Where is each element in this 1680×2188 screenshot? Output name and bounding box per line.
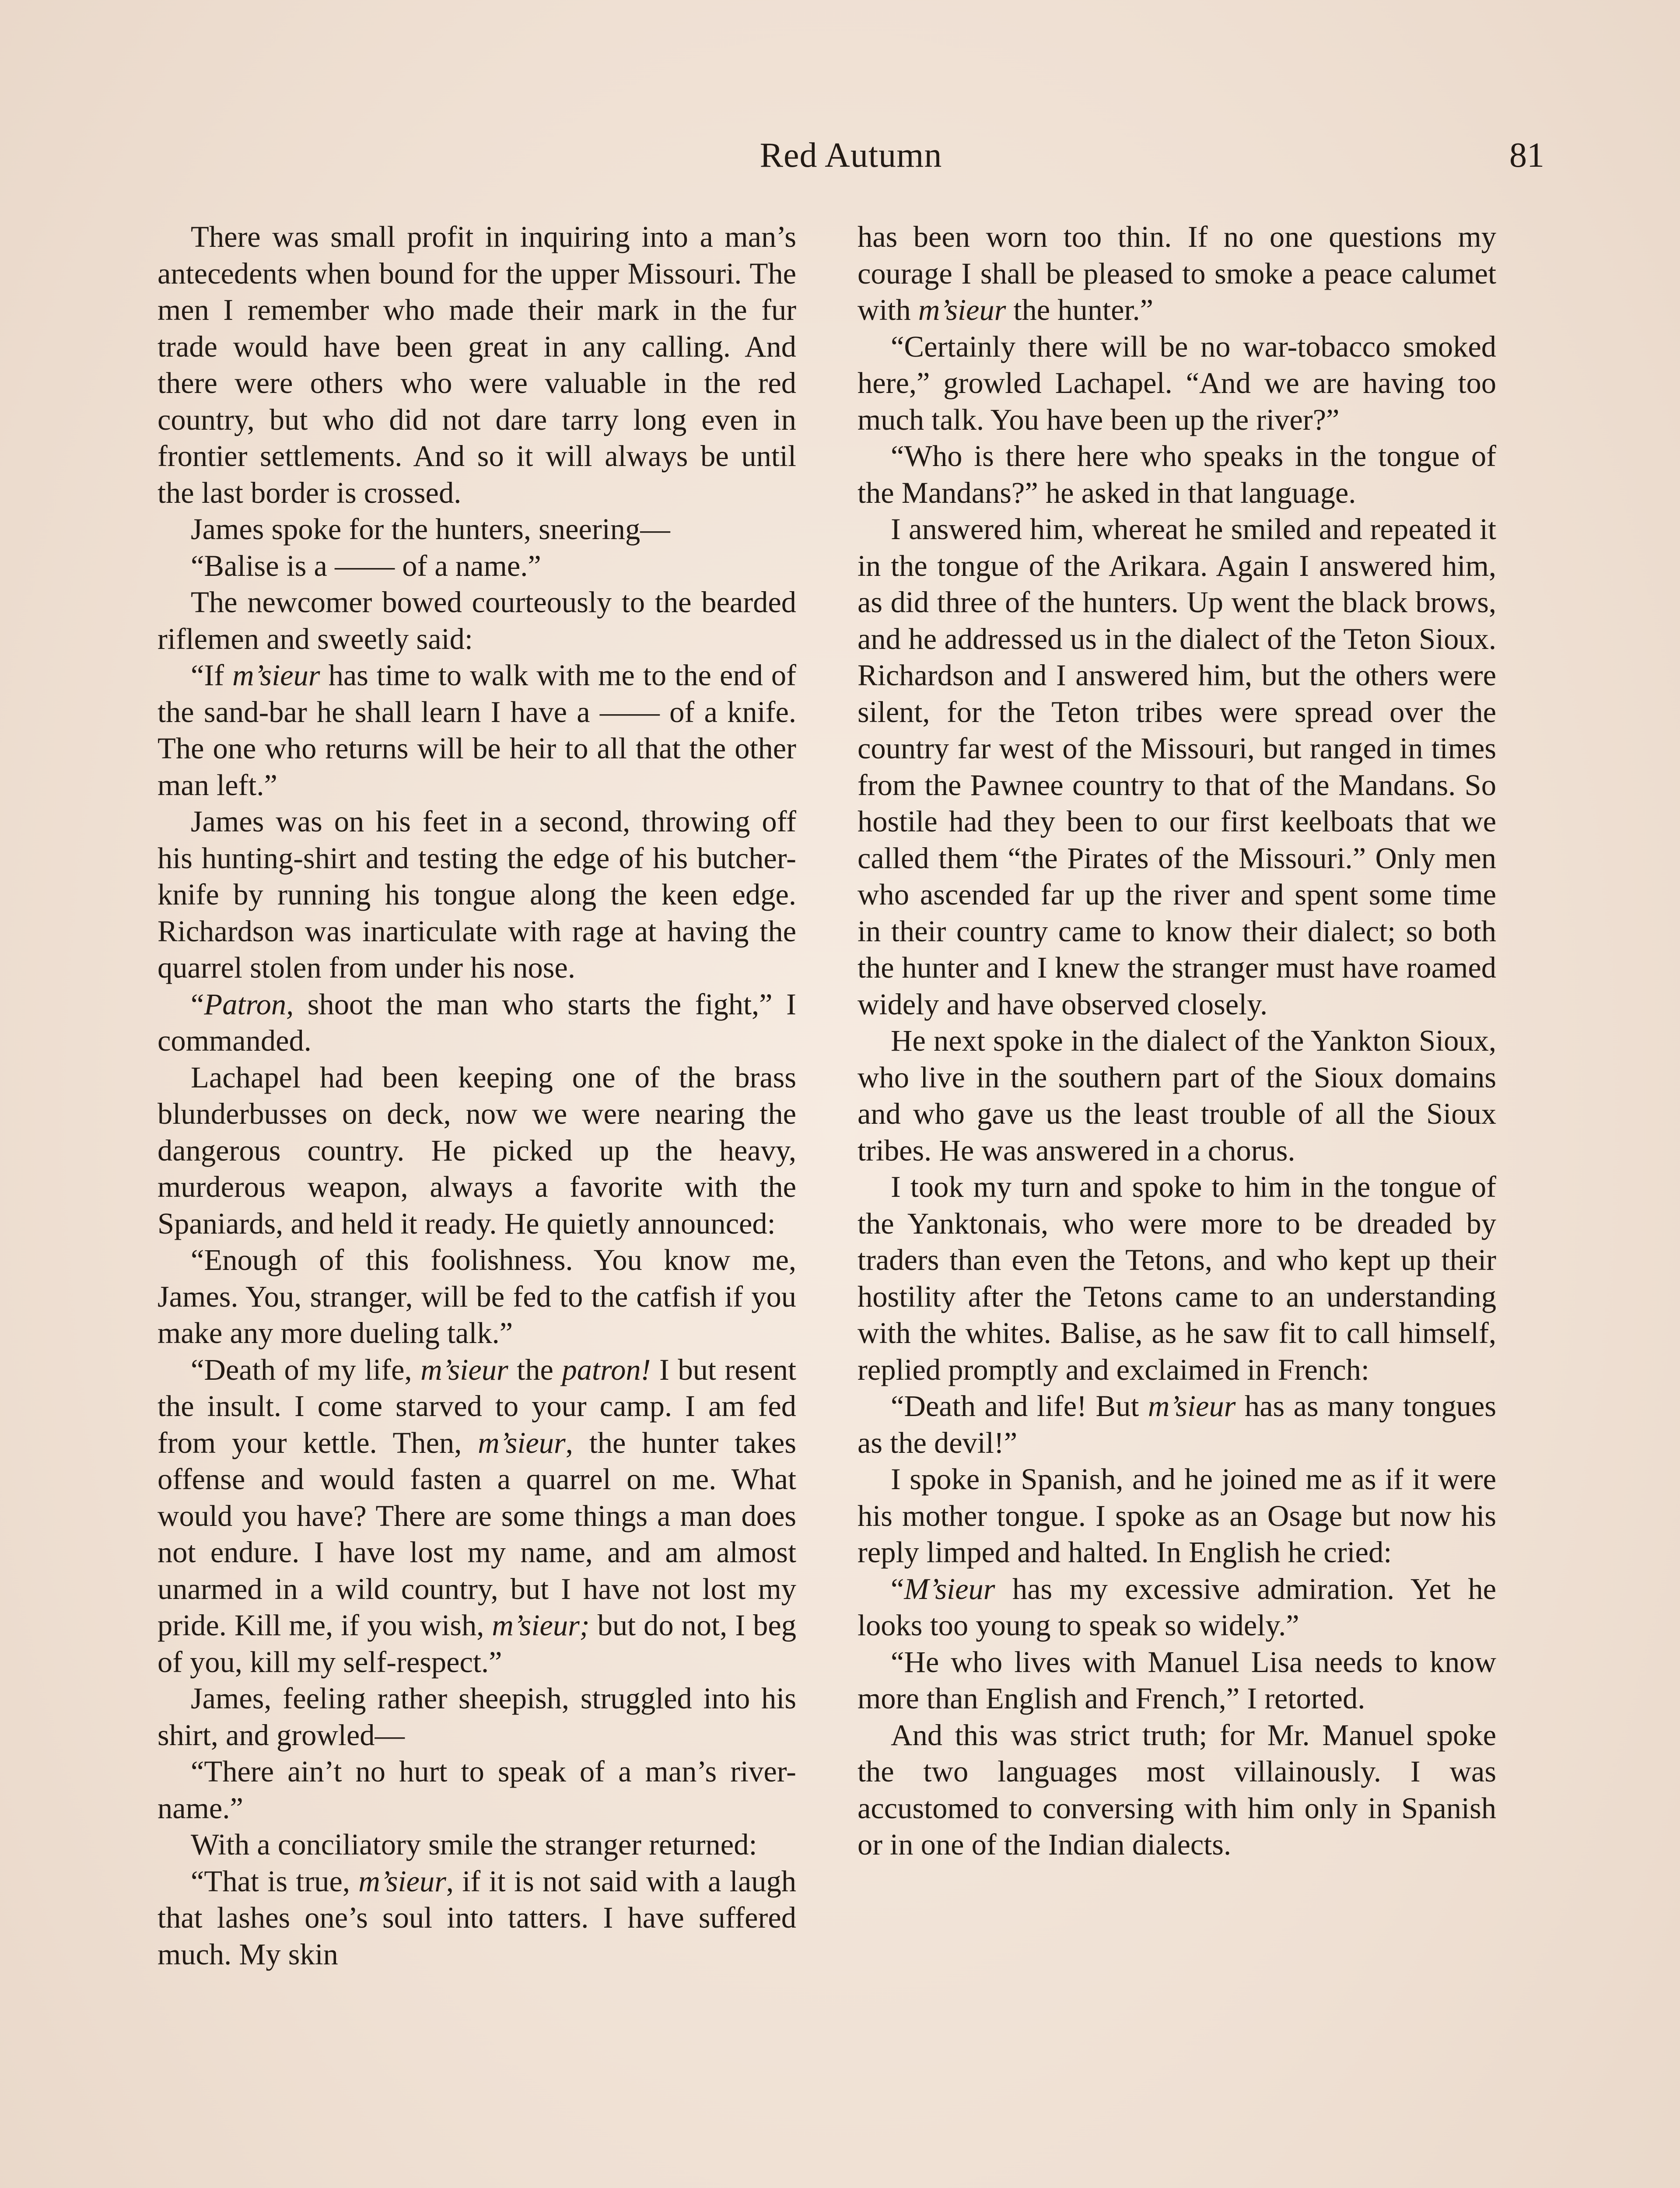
text-run: James, feeling rather sheepish, struggled into his shirt, and growled— — [158, 1682, 796, 1752]
italic-text: m’sieur — [358, 1864, 446, 1898]
paragraph — [158, 511, 796, 548]
paragraph — [858, 1571, 1496, 1644]
italic-text: m’sieur — [1148, 1389, 1236, 1423]
paragraph — [158, 1680, 796, 1753]
text-run: shoot the man who starts the fight,” I commanded. — [158, 987, 796, 1057]
paragraph — [858, 511, 1496, 1023]
text-run: There was small profit in inquiring into a man’s antecedents when bound for the upper Missouri. The men I remember who made their mark in the fur trade would have been great in any calling. And there were others who were valuable in the red country, but who did not dare tarry long even in frontier settlements. And so it will always be until the last border is crossed. — [158, 220, 796, 509]
paragraph — [158, 548, 796, 585]
italic-text: patron! — [562, 1353, 651, 1386]
paragraph — [158, 1242, 796, 1352]
text-run: “He who lives with Manuel Lisa needs to know more than English and French,” I retorted. — [858, 1645, 1496, 1715]
text-run: I but resent the insult. I come starved to your camp. I am fed from your kettle. Then, — [158, 1353, 796, 1459]
paragraph — [858, 438, 1496, 511]
paragraph — [858, 329, 1496, 438]
paragraph — [858, 1388, 1496, 1461]
text-run: , the hunter takes offense and would fasten a quarrel on me. What would you have? There are some things a man does not endure. I have lost my name, and am almost unarmed in a wild country, but I have not lost my pride. Kill me, if you wish, — [158, 1426, 796, 1642]
text-run: James spoke for the hunters, sneering— — [191, 512, 670, 546]
left-column — [158, 219, 796, 1973]
text-run: has as many tongues as the devil!” — [858, 1389, 1496, 1459]
running-head: Red Autumn — [760, 136, 942, 175]
text-run: He next spoke in the dialect of the Yankton Sioux, who live in the southern part of the Sioux domains and who gave us the least trouble of all the Sioux tribes. He was answered in a chorus. — [858, 1024, 1496, 1167]
paragraph — [158, 584, 796, 657]
paragraph — [158, 986, 796, 1059]
text-run: “Enough of this foolishness. You know me, James. You, stranger, will be fed to the catfish if you make any more dueling talk.” — [158, 1243, 796, 1350]
text-run: “Balise is a —— of a name.” — [191, 549, 541, 582]
paragraph — [158, 1352, 796, 1681]
paragraph — [858, 1461, 1496, 1571]
paragraph — [858, 1023, 1496, 1169]
text-run: “If — [191, 659, 233, 692]
paragraph — [858, 1169, 1496, 1388]
text-run: “Death and life! But — [891, 1389, 1148, 1423]
text-run: “Who is there here who speaks in the tongue of the Mandans?” he asked in that language. — [858, 439, 1496, 509]
text-run: has been worn too thin. If no one questions my courage I shall be pleased to smoke a peace calumet with — [858, 220, 1496, 326]
text-run: has time to walk with me to the end of the sand-bar he shall learn I have a —— of a knife. The one who returns will be heir to all that the other man left.” — [158, 659, 796, 802]
paragraph — [158, 1059, 796, 1242]
paragraph — [158, 1753, 796, 1827]
text-run: , if it is not said with a laugh that lashes one’s soul into tatters. I have suffered much. My skin — [158, 1864, 796, 1971]
text-run: And this was strict truth; for Mr. Manuel spoke the two languages most villainously. I was accustomed to conversing with him only in Spanish or in one of the Indian dialects. — [858, 1718, 1496, 1861]
paragraph — [858, 1717, 1496, 1863]
paragraph — [158, 657, 796, 803]
text-run: has my excessive admiration. Yet he looks too young to speak so widely.” — [858, 1572, 1496, 1642]
italic-text: m’sieur; — [492, 1609, 590, 1642]
text-run: Lachapel had been keeping one of the brass blunderbusses on deck, now we were nearing the dangerous country. He picked up the heavy, murderous weapon, always a favorite with the Spaniards, and held it ready. He quietly announced: — [158, 1060, 796, 1240]
text-run: the hunter.” — [1006, 293, 1154, 326]
italic-text: m’sieur — [478, 1426, 566, 1459]
page-header — [158, 131, 1544, 179]
italic-text: m’sieur — [232, 659, 320, 692]
text-run: The newcomer bowed courteously to the bearded riflemen and sweetly said: — [158, 586, 796, 656]
paragraph — [158, 803, 796, 986]
paragraph — [158, 1863, 796, 1973]
paragraph — [858, 219, 1496, 329]
text-run: I spoke in Spanish, and he joined me as if it were his mother tongue. I spoke as an Osage but now his reply limped and halted. In English he cried: — [858, 1462, 1496, 1569]
text-run: I took my turn and spoke to him in the tongue of the Yanktonais, who were more to be dreaded by traders than even the Tetons, and who kept up their hostility after the Tetons came to an understanding with the whites. Balise, as he saw fit to call himself, replied promptly and exclaimed in French: — [858, 1170, 1496, 1386]
text-run: “Death of my life, — [191, 1353, 421, 1386]
text-run: “That is true, — [191, 1864, 359, 1898]
text-run: “Certainly there will be no war-tobacco smoked here,” growled Lachapel. “And we are having too much talk. You have been up the river?” — [858, 330, 1496, 436]
text-run: “ — [191, 987, 204, 1021]
text-run: With a conciliatory smile the stranger returned: — [191, 1828, 757, 1861]
text-run: “There ain’t no hurt to speak of a man’s river-name.” — [158, 1755, 796, 1825]
text-run: I answered him, whereat he smiled and repeated it in the tongue of the Arikara. Again I answered him, as did three of the hunters. Up went the black brows, and he addressed us in the dialect of the Teton Sioux. Richardson and I answered him, but the others were silent, for the Teton tribes were spread over the country far west of the Missouri, but ranged in times from the Pawnee country to that of the Mandans. So hostile had they been to our first keelboats that we called them “the Pirates of the Missouri.” Only men who ascended far up the river and spent some time in their country came to know their dialect; so both the hunter and I knew the stranger must have roamed widely and have observed closely. — [858, 512, 1496, 1021]
page-number: 81 — [1509, 136, 1544, 175]
paragraph — [158, 1827, 796, 1863]
italic-text: m’sieur — [420, 1353, 508, 1386]
paragraph — [858, 1644, 1496, 1717]
right-column — [858, 219, 1496, 1863]
italic-text: M’sieur — [904, 1572, 995, 1606]
italic-text: Patron, — [204, 987, 294, 1021]
text-run: but do not, I beg of you, kill my self-respect.” — [158, 1609, 796, 1679]
italic-text: m’sieur — [918, 293, 1006, 326]
text-run: “ — [891, 1572, 904, 1606]
paragraph — [158, 219, 796, 511]
text-run: the — [508, 1353, 562, 1386]
text-run: James was on his feet in a second, throwing off his hunting-shirt and testing the edge of his butcher-knife by running his tongue along the keen edge. Richardson was inarticulate with rage at having the quarrel stolen from under his nose. — [158, 805, 796, 984]
